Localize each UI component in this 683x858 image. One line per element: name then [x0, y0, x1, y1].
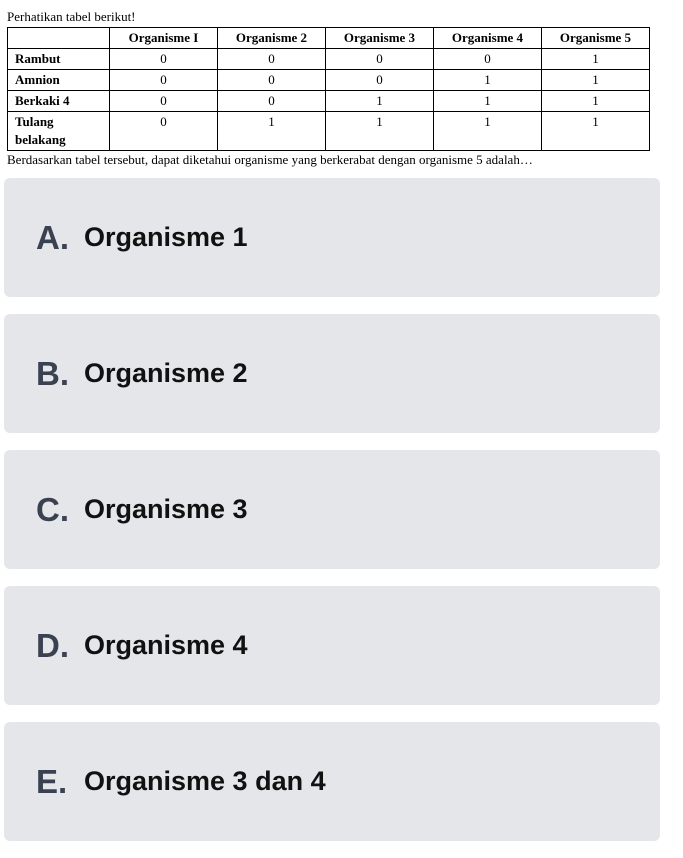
table-cell: 0	[110, 70, 218, 91]
option-e-button[interactable]	[4, 722, 660, 841]
option-text: Organisme 1	[84, 222, 248, 252]
option-text: Organisme 3 dan 4	[84, 766, 326, 796]
option-letter: C.	[36, 490, 69, 528]
option-text: Organisme 2	[84, 358, 248, 388]
row-label: Berkaki 4	[8, 91, 110, 112]
table-cell: 0	[110, 112, 218, 151]
option-text: Organisme 3	[84, 494, 248, 524]
table-row	[8, 70, 650, 91]
row-label: Amnion	[8, 70, 110, 91]
table-cell: 0	[434, 49, 542, 70]
table-cell: 0	[218, 49, 326, 70]
table-cell: 1	[542, 49, 650, 70]
table-cell: 0	[110, 91, 218, 112]
option-text: Organisme 4	[84, 630, 248, 660]
table-header-cell: Organisme 4	[434, 28, 542, 49]
answer-options	[4, 178, 660, 858]
table-header-cell	[8, 28, 110, 49]
table-cell: 1	[434, 112, 542, 151]
option-d-button[interactable]	[4, 586, 660, 705]
table-cell: 0	[218, 70, 326, 91]
table-cell: 1	[326, 91, 434, 112]
table-header-cell: Organisme 3	[326, 28, 434, 49]
option-letter: D.	[36, 626, 69, 664]
table-cell: 0	[110, 49, 218, 70]
row-label: Rambut	[8, 49, 110, 70]
option-letter: B.	[36, 354, 69, 392]
table-cell: 1	[542, 112, 650, 151]
table-header-cell: Organisme I	[110, 28, 218, 49]
table-cell: 1	[542, 70, 650, 91]
option-c-button[interactable]	[4, 450, 660, 569]
question-prompt: Berdasarkan tabel tersebut, dapat diketahui organisme yang berkerabat dengan organisme 5 adalah…	[7, 152, 533, 167]
table-header-cell: Organisme 2	[218, 28, 326, 49]
option-letter: E.	[36, 762, 68, 800]
question-intro: Perhatikan tabel berikut!	[7, 9, 136, 24]
option-b-button[interactable]	[4, 314, 660, 433]
table-row	[8, 112, 650, 151]
question-block	[7, 0, 677, 168]
table-cell: 1	[542, 91, 650, 112]
table-row	[8, 91, 650, 112]
table-cell: 1	[434, 91, 542, 112]
table-cell: 0	[326, 49, 434, 70]
table-header-row	[8, 28, 650, 49]
option-letter: A.	[36, 218, 69, 256]
table-row	[8, 49, 650, 70]
row-label: Tulang belakang	[8, 112, 110, 151]
table-cell: 1	[434, 70, 542, 91]
table-cell: 0	[218, 91, 326, 112]
table-cell: 0	[326, 70, 434, 91]
table-header-cell: Organisme 5	[542, 28, 650, 49]
data-table	[7, 27, 650, 151]
table-cell: 1	[326, 112, 434, 151]
option-a-button[interactable]	[4, 178, 660, 297]
table-cell: 1	[218, 112, 326, 151]
